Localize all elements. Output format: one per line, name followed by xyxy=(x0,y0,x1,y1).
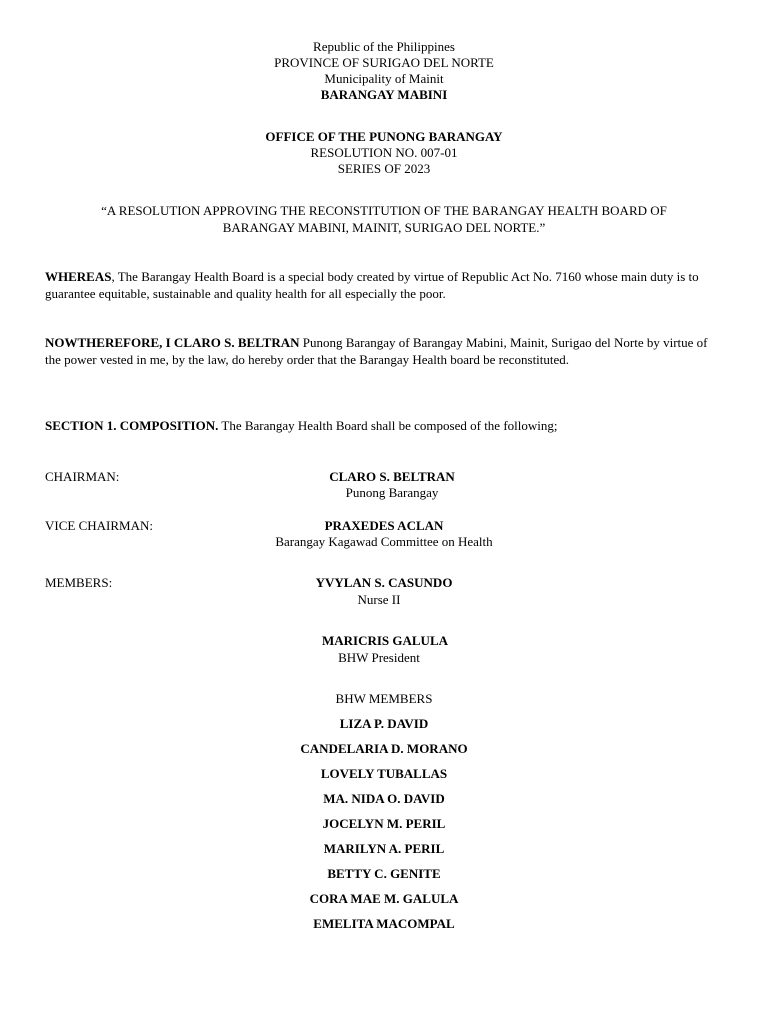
vice-chairman-label: VICE CHAIRMAN: xyxy=(45,518,153,533)
header-municipality: Municipality of Mainit xyxy=(324,71,444,86)
bhw-member: MA. NIDA O. DAVID xyxy=(323,791,445,806)
nowtherefore-lead: NOWTHEREFORE, I CLARO S. BELTRAN xyxy=(45,335,300,350)
header-province: PROVINCE OF SURIGAO DEL NORTE xyxy=(274,55,494,70)
office-title: OFFICE OF THE PUNONG BARANGAY xyxy=(265,129,503,144)
bhw-member: CANDELARIA D. MORANO xyxy=(300,741,468,756)
whereas-paragraph xyxy=(45,269,715,302)
bhw-members-heading: BHW MEMBERS xyxy=(335,691,433,706)
chairman-label: CHAIRMAN: xyxy=(45,469,120,484)
header-republic: Republic of the Philippines xyxy=(313,39,455,54)
vice-chairman-title: Barangay Kagawad Committee on Health xyxy=(275,534,493,549)
nowtherefore-paragraph xyxy=(45,335,715,368)
section1-lead: SECTION 1. COMPOSITION. xyxy=(45,418,219,433)
chairman-name: CLARO S. BELTRAN xyxy=(329,469,455,484)
member-title: BHW President xyxy=(338,650,420,665)
bhw-member: LIZA P. DAVID xyxy=(339,716,429,731)
member-title: Nurse II xyxy=(357,592,401,607)
bhw-member: JOCELYN M. PERIL xyxy=(322,816,446,831)
resolution-title-line1: “A RESOLUTION APPROVING THE RECONSTITUTION OF THE BARANGAY HEALTH BOARD OF xyxy=(101,203,667,218)
header-barangay: BARANGAY MABINI xyxy=(320,87,448,102)
resolution-number: RESOLUTION NO. 007-01 xyxy=(310,145,458,160)
bhw-member: MARILYN A. PERIL xyxy=(323,841,445,856)
bhw-member: BETTY C. GENITE xyxy=(327,866,441,881)
section1-paragraph xyxy=(45,418,715,435)
section1-text: The Barangay Health Board shall be composed of the following; xyxy=(218,418,558,433)
whereas-lead: WHEREAS xyxy=(45,269,112,284)
resolution-title-line2: BARANGAY MABINI, MAINIT, SURIGAO DEL NORTE.” xyxy=(222,220,546,235)
whereas-text: , The Barangay Health Board is a special body created by virtue of Republic Act No. 7160 whose main duty is to guarantee equitable, sustainable and quality health for all especially the poor. xyxy=(45,269,699,301)
member-name: YVYLAN S. CASUNDO xyxy=(315,575,453,590)
bhw-member: LOVELY TUBALLAS xyxy=(320,766,448,781)
nowtherefore-text: Punong Barangay of Barangay Mabini, Mainit, Surigao del Norte by virtue of the power vested in me, by the law, do hereby order that the Barangay Health board be reconstituted. xyxy=(45,335,708,367)
bhw-member: CORA MAE M. GALULA xyxy=(309,891,459,906)
vice-chairman-name: PRAXEDES ACLAN xyxy=(324,518,444,533)
chairman-title: Punong Barangay xyxy=(345,485,439,500)
resolution-series: SERIES OF 2023 xyxy=(337,161,431,176)
member-name: MARICRIS GALULA xyxy=(321,633,449,648)
members-label: MEMBERS: xyxy=(45,575,113,590)
bhw-member: EMELITA MACOMPAL xyxy=(313,916,455,931)
